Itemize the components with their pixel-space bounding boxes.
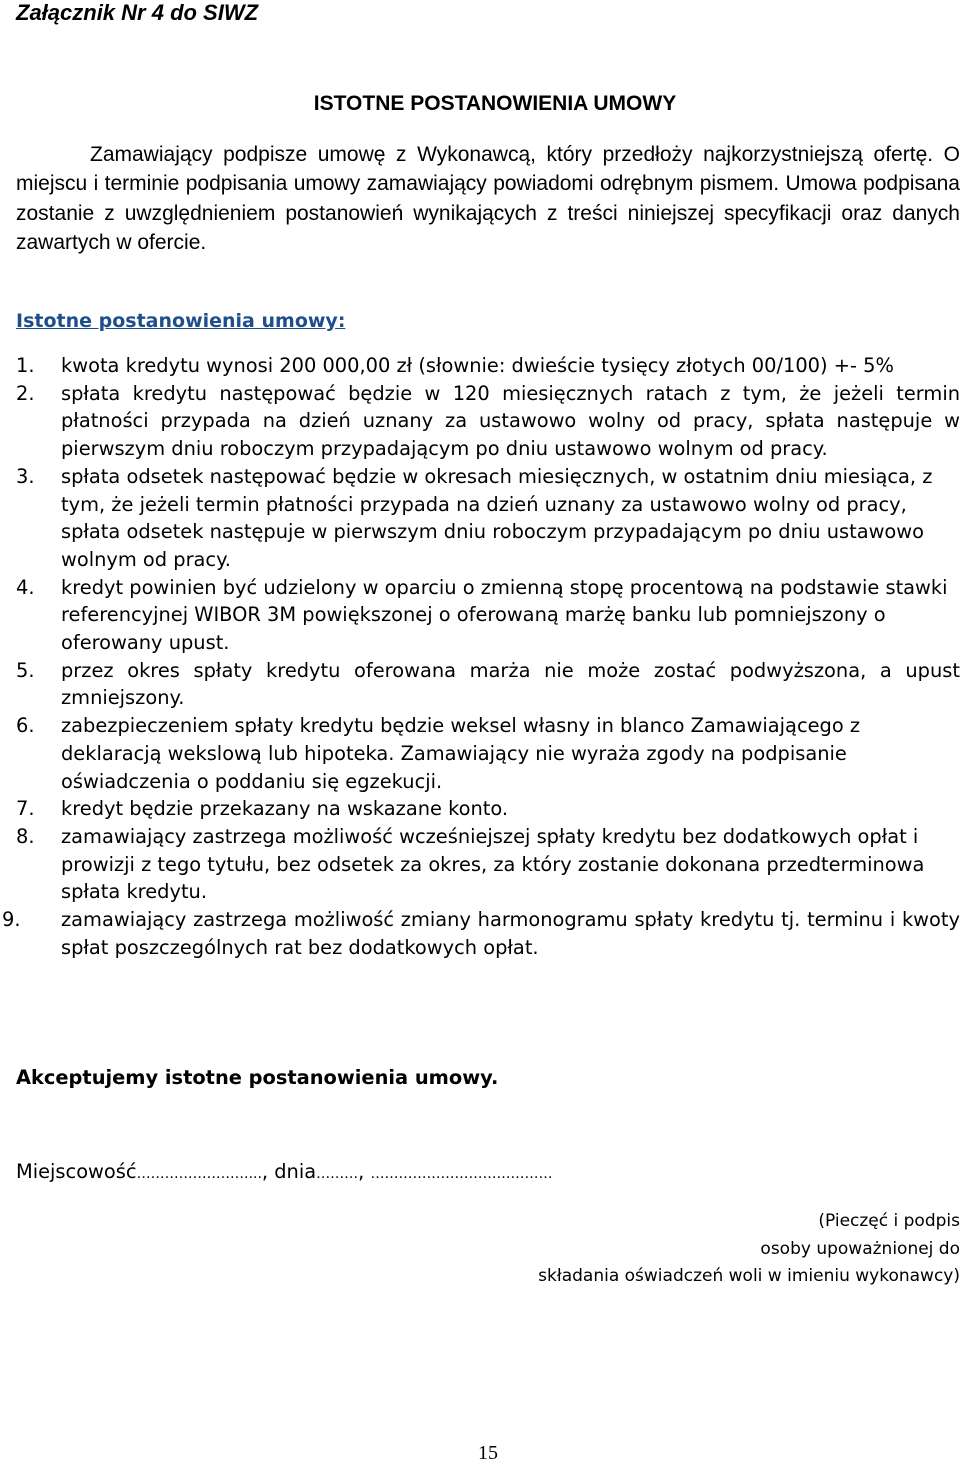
term-text: przez okres spłaty kredytu oferowana marża nie może zostać podwyższona, a upust zmniejszony. [61, 658, 960, 710]
intro-paragraph: Zamawiający podpisze umowę z Wykonawcą, który przedłoży najkorzystniejszą ofertę. O miejscu i terminie podpisania umowy zamawiający powiadomi odrębnym pismem. Umowa podpisana zostanie z uwzględnieniem postanowień wynikających z treści niniejszej specyfikacji oraz danych zawartych w ofercie. [16, 143, 960, 254]
place-label: Miejscowość [16, 1160, 137, 1183]
date-dots: ……… [316, 1166, 359, 1182]
place-dots: ……………………... [136, 1166, 262, 1182]
page-number [0, 1442, 960, 1465]
term-text: spłata kredytu następować będzie w 120 miesięcznych ratach z tym, że jeżeli termin płatności przypada na dzień uznany za ustawowo wolny od pracy, spłata następuje w pierwszym dniu roboczym przypadającym po dniu ustawowo wolnym od pracy. [61, 381, 960, 461]
terms-list [0, 352, 960, 961]
extra-dots: ………………………………… [370, 1166, 553, 1182]
term-item [0, 712, 960, 795]
term-text: zamawiający zastrzega możliwość zmiany harmonogramu spłaty kredytu tj. terminu i kwoty spłat poszczególnych rat bez dodatkowych opłat. [61, 908, 960, 959]
term-number: 5. [16, 658, 35, 682]
attachment-label: Załącznik Nr 4 do SIWZ [16, 0, 259, 25]
separator: , [358, 1160, 371, 1183]
term-item [0, 906, 960, 961]
term-text: spłata odsetek następować będzie w okresach miesięcznych, w ostatnim dniu miesiąca, z tym, że jeżeli termin płatności przypada na dzień uznany za ustawowo wolny od pracy, spłata odsetek następuje w pierwszym dniu roboczym przypadającym po dniu ustawowo wolnym od pracy. [61, 464, 933, 571]
term-number: 6. [16, 714, 35, 738]
term-number: 3. [16, 464, 35, 488]
term-item [0, 823, 960, 906]
seal-signature-note [360, 1208, 960, 1291]
term-item [0, 380, 960, 463]
seal-note-line: składania oświadczeń woli w imieniu wykonawcy) [538, 1266, 960, 1287]
term-item [0, 657, 960, 712]
term-number: 7. [16, 797, 35, 821]
term-item [0, 795, 960, 823]
seal-note-line: (Pieczęć i podpis [818, 1211, 960, 1231]
acceptance-statement: Akceptujemy istotne postanowienia umowy. [16, 1066, 499, 1089]
section-heading: Istotne postanowienia umowy: [16, 310, 346, 332]
term-item [0, 352, 960, 380]
term-number: 8. [16, 824, 35, 848]
term-text: zabezpieczeniem spłaty kredytu będzie weksel własny in blanco Zamawiającego z deklaracją wekslową lub hipoteka. Zamawiający nie wyraża zgody na podpisanie oświadczenia o poddaniu się egzekucji. [61, 714, 861, 793]
term-text: kredyt powinien być udzielony w oparciu o zmienną stopę procentową na podstawie stawki referencyjnej WIBOR 3M powiększonej o oferowaną marżę banku lub pomniejszony o oferowany upust. [61, 575, 948, 655]
page-number-text: 15 [478, 1442, 498, 1464]
term-number: 2. [16, 381, 35, 405]
term-item [0, 574, 960, 657]
term-item [0, 463, 960, 574]
place-date-line [16, 1160, 552, 1183]
document-title [0, 92, 960, 116]
document-title-text: ISTOTNE POSTANOWIENIA UMOWY [313, 92, 677, 115]
term-text: zamawiający zastrzega możliwość wcześniejszej spłaty kredytu bez dodatkowych opłat i prowizji z tego tytułu, bez odsetek za okres, za który zostanie dokonana przedterminowa spłata kredytu. [61, 824, 925, 904]
term-number: 1. [16, 354, 35, 377]
term-text: kredyt będzie przekazany na wskazane konto. [61, 797, 509, 821]
term-text: kwota kredytu wynosi 200 000,00 zł (słownie: dwieście tysięcy złotych 00/100) +- 5% [61, 354, 894, 377]
seal-note-line: osoby upoważnionej do [760, 1238, 960, 1259]
date-label: , dnia [261, 1160, 317, 1183]
term-number: 9. [2, 908, 21, 932]
term-number: 4. [16, 575, 35, 599]
